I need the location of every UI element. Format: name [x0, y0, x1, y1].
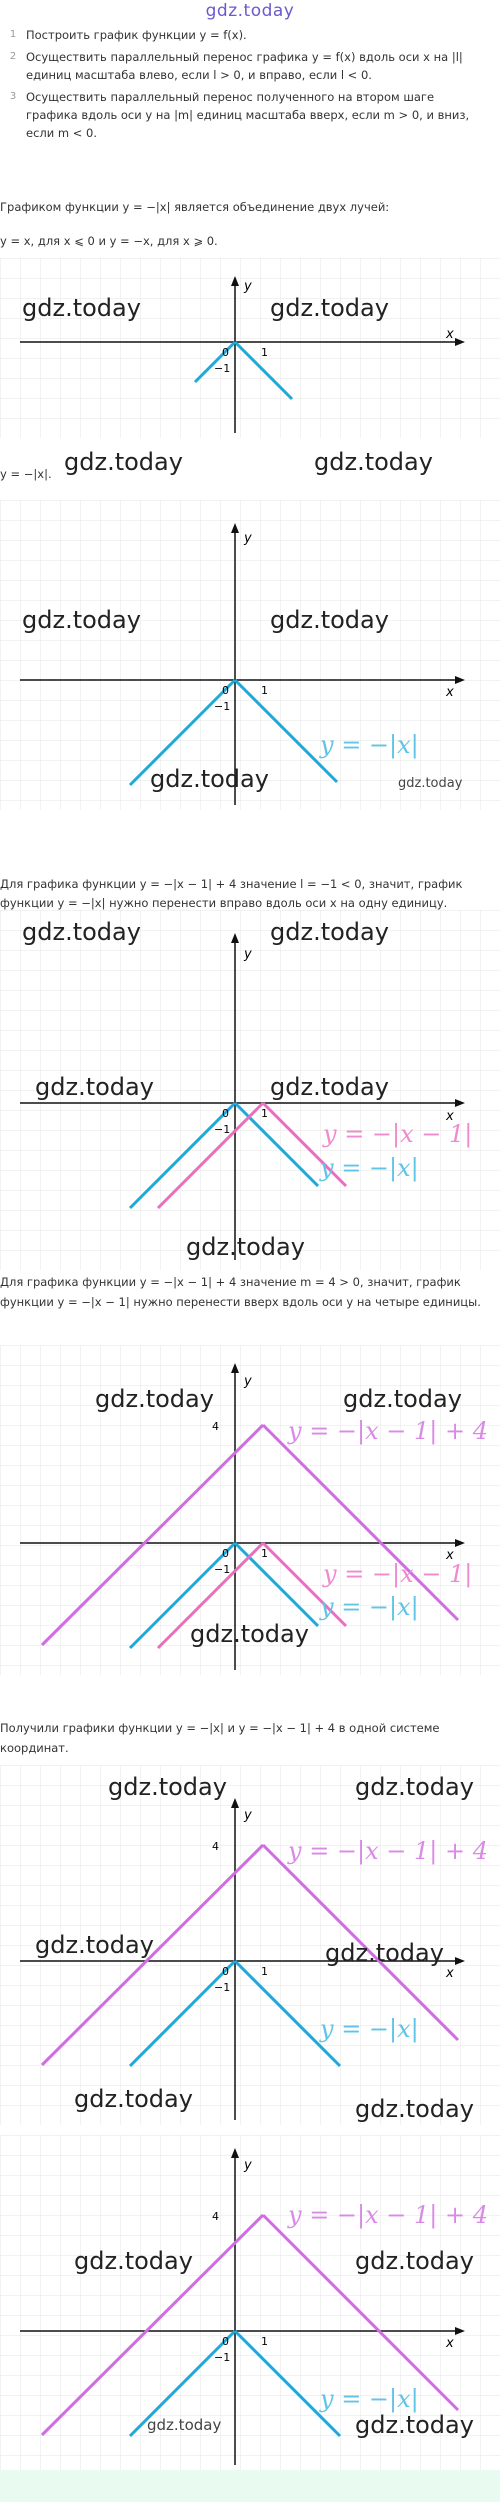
- watermark: gdz.today: [270, 918, 389, 946]
- origin-label: 0: [222, 346, 229, 359]
- x-axis-label: x: [446, 2336, 454, 2351]
- function-label-pink: y = −|x − 1|: [323, 1560, 473, 1588]
- watermark: gdz.today: [325, 1939, 444, 1967]
- step-number: 1: [9, 29, 17, 40]
- watermark: gdz.today: [35, 1073, 154, 1101]
- graph-5-svg: [0, 1765, 500, 2125]
- step-text: Построить график функции y = f(x).: [26, 28, 247, 42]
- tick-label-1: 1: [261, 684, 268, 697]
- watermark: gdz.today: [355, 2411, 474, 2439]
- graph-6: [0, 2135, 500, 2470]
- steps-list: [0, 26, 500, 146]
- tick-label-4: 4: [212, 1840, 219, 1853]
- y-axis-label: y: [244, 531, 252, 546]
- watermark: gdz.today: [95, 1385, 214, 1413]
- graph-4-svg: [0, 1345, 500, 1675]
- step-item: [0, 48, 500, 84]
- graph-3-svg: [0, 910, 500, 1270]
- watermark: gdz.today: [190, 1620, 309, 1648]
- step-text: Осуществить параллельный перенос графика y = f(x) вдоль оси x на |l| единиц масштаба влево, если l > 0, и вправо, если l < 0.: [26, 50, 463, 82]
- paragraph: Для графика функции y = −|x − 1| + 4 значение l = −1 < 0, значит, график функции y = −|x| нужно перенести вправо вдоль оси x на одну единицу.: [0, 877, 463, 910]
- graph-2: [0, 500, 500, 810]
- y-axis-label: y: [244, 947, 252, 962]
- watermark: gdz.today: [270, 1073, 389, 1101]
- watermark: gdz.today: [355, 2247, 474, 2275]
- watermark: gdz.today: [35, 1931, 154, 1959]
- watermark: gdz.today: [186, 1233, 305, 1261]
- tick-label-minus-1: −1: [214, 1123, 231, 1136]
- x-axis-label: x: [446, 1109, 454, 1124]
- tick-label-1: 1: [261, 346, 268, 359]
- watermark-small: gdz.today: [398, 776, 463, 791]
- watermark: gdz.today: [108, 1773, 227, 1801]
- graph-4: [0, 1345, 500, 1675]
- tick-label-minus-1: −1: [214, 1563, 231, 1576]
- step-item: [0, 26, 500, 44]
- function-label-violet: y = −|x − 1| + 4: [288, 1837, 489, 1865]
- origin-label: 0: [222, 1107, 229, 1120]
- tick-label-1: 1: [261, 2335, 268, 2348]
- origin-label: 0: [222, 1547, 229, 1560]
- graph-1: [0, 258, 500, 438]
- function-label-blue: y = −|x|: [320, 2015, 419, 2043]
- origin-label: 0: [222, 684, 229, 697]
- y-axis-label: y: [244, 279, 252, 294]
- function-label-blue: y = −|x|: [320, 731, 419, 759]
- x-axis-label: x: [446, 685, 454, 700]
- function-label-pink: y = −|x − 1|: [323, 1120, 473, 1148]
- graph-2-svg: [0, 500, 500, 810]
- function-label-blue: y = −|x|: [320, 1593, 419, 1621]
- origin-label: 0: [222, 2335, 229, 2348]
- x-axis-label: x: [446, 1966, 454, 1981]
- y-axis-label: y: [244, 1808, 252, 1823]
- paragraph: Графиком функции y = −|x| является объединение двух лучей:: [0, 200, 390, 214]
- watermark: gdz.today: [314, 448, 433, 476]
- watermark: gdz.today: [22, 294, 141, 322]
- tick-label-minus-1: −1: [214, 1981, 231, 1994]
- step-text: Осуществить параллельный перенос полученного на втором шаге графика вдоль оси y на |m| единиц масштаба вверх, если m > 0, и вниз, если m < 0.: [26, 90, 470, 140]
- tick-label-1: 1: [261, 1547, 268, 1560]
- header: [0, 0, 500, 24]
- site-title[interactable]: gdz.today: [205, 1, 295, 21]
- watermark: gdz.today: [150, 765, 269, 793]
- step-item: [0, 88, 500, 142]
- watermark-small: gdz.today: [147, 2416, 222, 2434]
- paragraph: y = x, для x ⩽ 0 и y = −x, для x ⩾ 0.: [0, 234, 218, 248]
- watermark: gdz.today: [74, 2085, 193, 2113]
- graph-3: [0, 910, 500, 1270]
- x-axis-label: x: [446, 1548, 454, 1563]
- function-label-blue: y = −|x|: [320, 1154, 419, 1182]
- graph-5: [0, 1765, 500, 2125]
- tick-label-4: 4: [212, 2210, 219, 2223]
- tick-label-minus-1: −1: [214, 700, 231, 713]
- graph-1-svg: [0, 258, 500, 438]
- tick-label-1: 1: [261, 1107, 268, 1120]
- tick-label-1: 1: [261, 1965, 268, 1978]
- paragraph: Для графика функции y = −|x − 1| + 4 значение m = 4 > 0, значит, график функции y = −|x − 1| нужно перенести вверх вдоль оси y на четыре единицы.: [0, 1275, 481, 1309]
- y-axis-label: y: [244, 2158, 252, 2173]
- watermark: gdz.today: [22, 918, 141, 946]
- tick-label-minus-1: −1: [214, 2351, 231, 2364]
- footer-band: [0, 2470, 500, 2502]
- function-label-violet: y = −|x − 1| + 4: [288, 1417, 489, 1445]
- watermark: gdz.today: [270, 606, 389, 634]
- graph-6-svg: [0, 2135, 500, 2470]
- y-axis-label: y: [244, 1374, 252, 1389]
- step-number: 3: [9, 91, 17, 102]
- tick-label-4: 4: [212, 1420, 219, 1433]
- paragraph: Получили графики функции y = −|x| и y = −|x − 1| + 4 в одной системе координат.: [0, 1721, 440, 1755]
- function-label-violet: y = −|x − 1| + 4: [288, 2201, 489, 2229]
- watermark: gdz.today: [270, 294, 389, 322]
- origin-label: 0: [222, 1965, 229, 1978]
- watermark: gdz.today: [355, 1773, 474, 1801]
- step-number: 2: [9, 51, 17, 62]
- paragraph: y = −|x|.: [0, 467, 52, 481]
- watermark: gdz.today: [74, 2247, 193, 2275]
- watermark: gdz.today: [343, 1385, 462, 1413]
- tick-label-minus-1: −1: [214, 362, 231, 375]
- function-label-blue: y = −|x|: [320, 2385, 419, 2413]
- x-axis-label: x: [446, 327, 454, 342]
- watermark: gdz.today: [64, 448, 183, 476]
- watermark: gdz.today: [355, 2095, 474, 2123]
- watermark: gdz.today: [22, 606, 141, 634]
